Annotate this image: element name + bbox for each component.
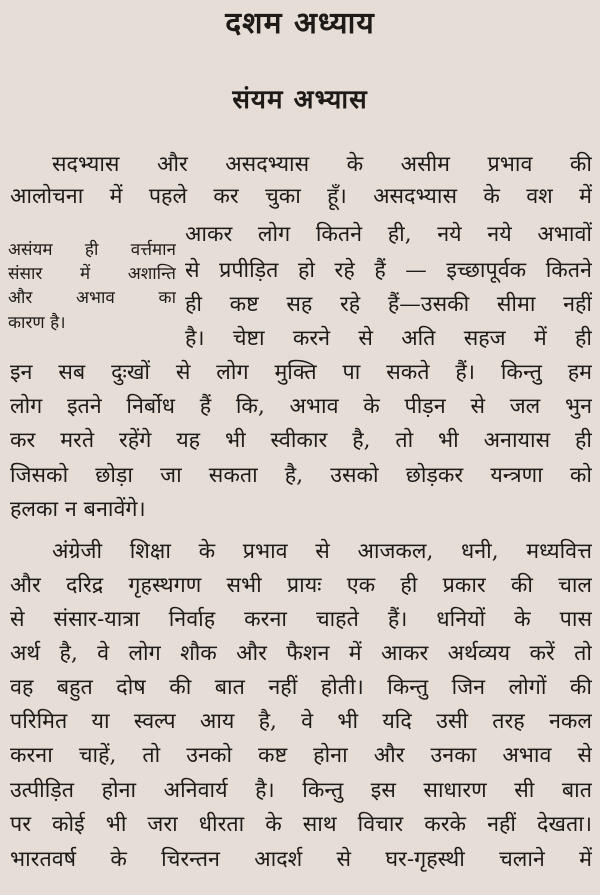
text-line: आकर लोग कितने ही, नये नये अभावों xyxy=(185,222,592,247)
text-line: अर्थ है, वे लोग शौक और फैशन में आकर अर्थव्यय करें तो xyxy=(10,641,592,666)
chapter-title: दशम अध्याय xyxy=(225,6,375,41)
margin-note-line: कारण है। xyxy=(8,313,66,333)
text-line: ही कष्ट सह रहे हैं—उसकी सीमा नहीं xyxy=(185,292,592,317)
text-line: अंग्रेजी शिक्षा के प्रभाव से आजकल, धनी, मध्यवित्त xyxy=(52,539,592,564)
text-line: है। चेष्टा करने से अति सहज में ही xyxy=(185,326,592,351)
text-line: पर कोई भी जरा धीरता के साथ विचार करके नहीं देखता। xyxy=(10,812,592,837)
text-line: वह बहुत दोष की बात नहीं होती। किन्तु जिन लोगों की xyxy=(10,675,592,700)
text-line: सदभ्यास और असदभ्यास के असीम प्रभाव की xyxy=(52,152,592,177)
text-line: करना चाहें, तो उनको कष्ट होना और उनका अभाव से xyxy=(10,743,592,768)
text-line: आलोचना में पहले कर चुका हूँ। असदभ्यास के वश में xyxy=(10,184,592,209)
text-line: और दरिद्र गृहस्थगण सभी प्रायः एक ही प्रकार की चाल xyxy=(10,573,592,598)
section-title: संयम अभ्यास xyxy=(232,85,368,115)
text-line: लोग इतने निर्बोध हैं कि, अभाव के पीड़न से जल भुन xyxy=(10,394,592,419)
text-line: इन सब दुःखों से लोग मुक्ति पा सकते हैं। किन्तु हम xyxy=(10,360,592,385)
text-line: परिमित या स्वल्प आय है, वे भी यदि उसी तरह नकल xyxy=(10,709,592,734)
text-line: भारतवर्ष के चिरन्तन आदर्श से घर-गृहस्थी चलाने में xyxy=(10,847,592,872)
margin-note-line: और अभाव का xyxy=(8,288,176,308)
text-line: से संसार-यात्रा निर्वाह करना चाहते हैं। धनियों के पास xyxy=(10,607,592,632)
text-line: हलका न बनावेंगे। xyxy=(10,497,146,522)
text-line: कर मरते रहेंगे यह भी स्वीकार है, तो भी अनायास ही xyxy=(10,428,592,453)
margin-note-line: असंयम ही वर्त्तमान xyxy=(8,240,176,260)
text-line: उत्पीड़ित होना अनिवार्य है। किन्तु इस साधारण सी बात xyxy=(10,778,592,803)
margin-note-line: संसार में अशान्ति xyxy=(8,264,176,284)
text-line: से प्रपीड़ित हो रहे हैं — इच्छापूर्वक कितने xyxy=(185,258,592,283)
text-line: जिसको छोड़ा जा सकता है, उसको छोड़कर यन्त्रणा को xyxy=(10,463,592,488)
